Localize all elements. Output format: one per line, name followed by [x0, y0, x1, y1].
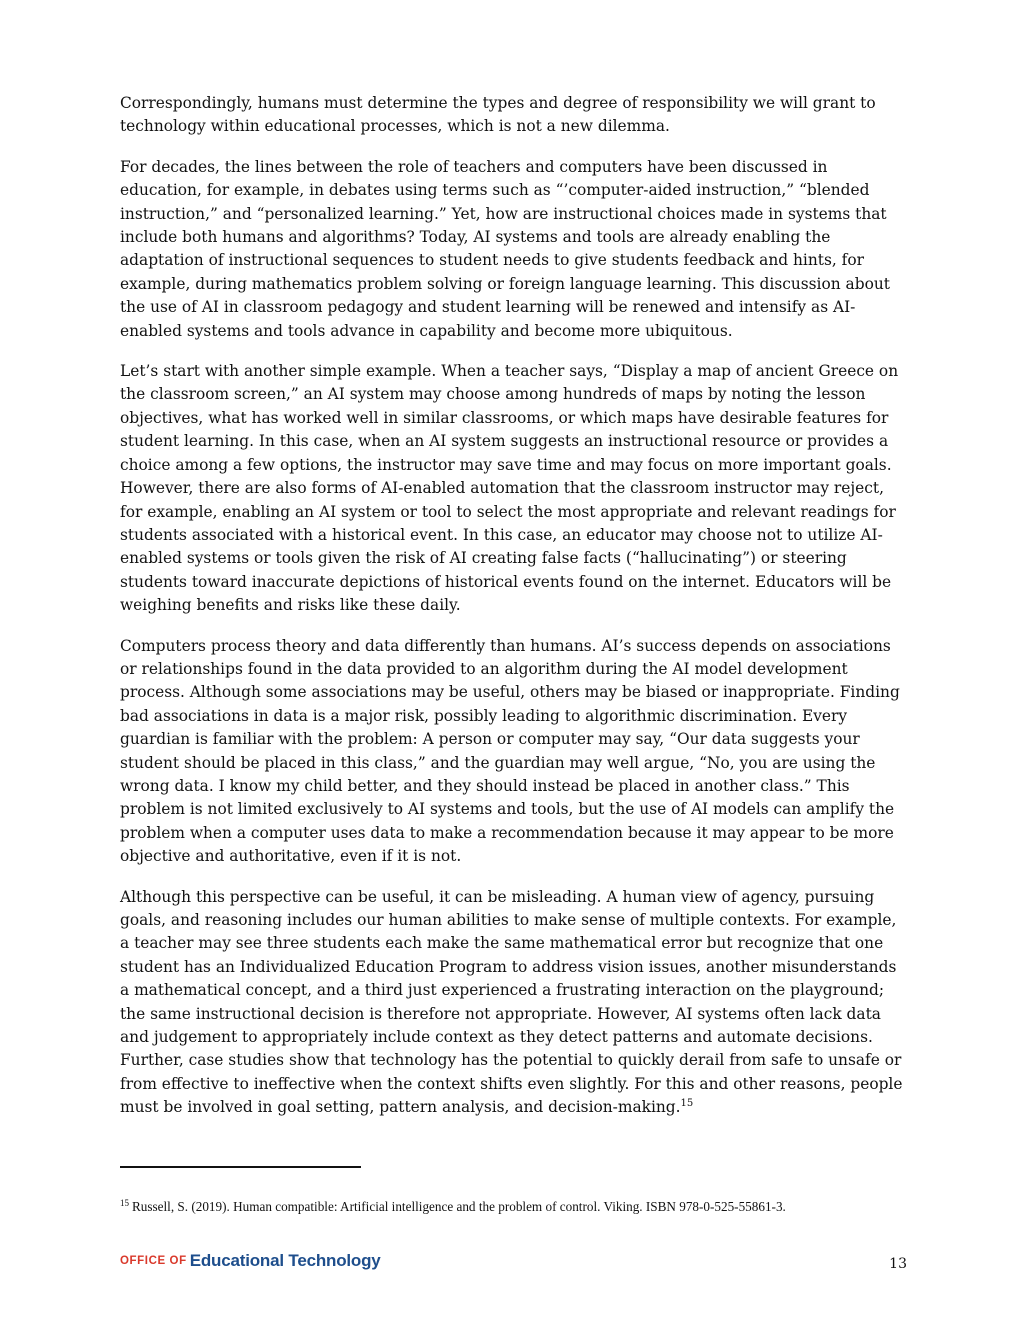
main-content: [120, 92, 908, 1137]
page-number: 13: [889, 1256, 907, 1272]
paragraph-agency-context: [120, 886, 908, 1120]
paragraph-agency-context-text: Although this perspective can be useful, it can be misleading. A human view of agency, pursuing goals, and reasoning includes our human abilities to make sense of multiple contexts. For example, a teacher may see three students each make the same mathematical error but recognize that one student has an Individualized Education Program to address vision issues, another misunderstands a mathematical concept, and a third just experienced a frustrating interaction on the playground; the same instructional decision is therefore not appropriate. However, AI systems often lack data and judgement to appropriately include context as they detect patterns and automate decisions. Further, case studies show that technology has the potential to quickly derail from safe to unsafe or from effective to ineffective when the context shifts even slightly. For this and other reasons, people must be involved in goal setting, pattern analysis, and decision-making.: [120, 887, 903, 1117]
footnote: [120, 1198, 920, 1216]
footnote-reference[interactable]: 15: [680, 1098, 694, 1110]
footnote-text: Russell, S. (2019). Human compatible: Artificial intelligence and the problem of control. Viking. ISBN 978-0-525-55861-3.: [132, 1199, 786, 1214]
paragraph-map-example: Let’s start with another simple example. When a teacher says, “Display a map of ancient Greece on the classroom screen,” an AI system may choose among hundreds of maps by noting the lesson objectives, what has worked well in similar classrooms, or which maps have desirable features for student learning. In this case, when an AI system suggests an instructional resource or provides a choice among a few options, the instructor may save time and may focus on more important goals. However, there are also forms of AI-enabled automation that the classroom instructor may reject, for example, enabling an AI system or tool to select the most appropriate and relevant readings for students associated with a historical event. In this case, an educator may choose not to utilize AI-enabled systems or tools given the risk of AI creating false facts (“hallucinating”) or steering students toward inaccurate depictions of historical events found on the internet. Educators will be weighing benefits and risks like these daily.: [120, 362, 899, 615]
logo-office-text: OFFICE OF: [120, 1255, 187, 1267]
paragraph-teachers-and-computers: For decades, the lines between the role of teachers and computers have been discussed in education, for example, in debates using terms such as “’computer-aided instruction,” “blended instruction,” and “personalized learning.” Yet, how are instructional choices made in systems that include both humans and algorithms? Today, AI systems and tools are already enabling the adaptation of instructional sequences to student needs to give students feedback and hints, for example, during mathematics problem solving or foreign language learning. This discussion about the use of AI in classroom pedagogy and student learning will be renewed and intensify as AI-enabled systems and tools advance in capability and become more ubiquitous.: [120, 157, 890, 340]
footnote-number: 15: [120, 1197, 129, 1208]
office-of-educational-technology-logo: [120, 1251, 381, 1271]
logo-title-text: Educational Technology: [189, 1251, 381, 1270]
paragraph-responsibility: Correspondingly, humans must determine the types and degree of responsibility we will grant to technology within educational processes, which is not a new dilemma.: [120, 94, 876, 136]
footnote-divider: [120, 1166, 361, 1168]
paragraph-data-associations: Computers process theory and data differently than humans. AI’s success depends on associations or relationships found in the data provided to an algorithm during the AI model development process. Although some associations may be useful, others may be biased or inappropriate. Finding bad associations in data is a major risk, possibly leading to algorithmic discrimination. Every guardian is familiar with the problem: A person or computer may say, “Our data suggests your student should be placed in this class,” and the guardian may well argue, “No, you are using the wrong data. I know my child better, and they should instead be placed in another class.” This problem is not limited exclusively to AI systems and tools, but the use of AI models can amplify the problem when a computer uses data to make a recommendation because it may appear to be more objective and authoritative, even if it is not.: [120, 636, 900, 866]
